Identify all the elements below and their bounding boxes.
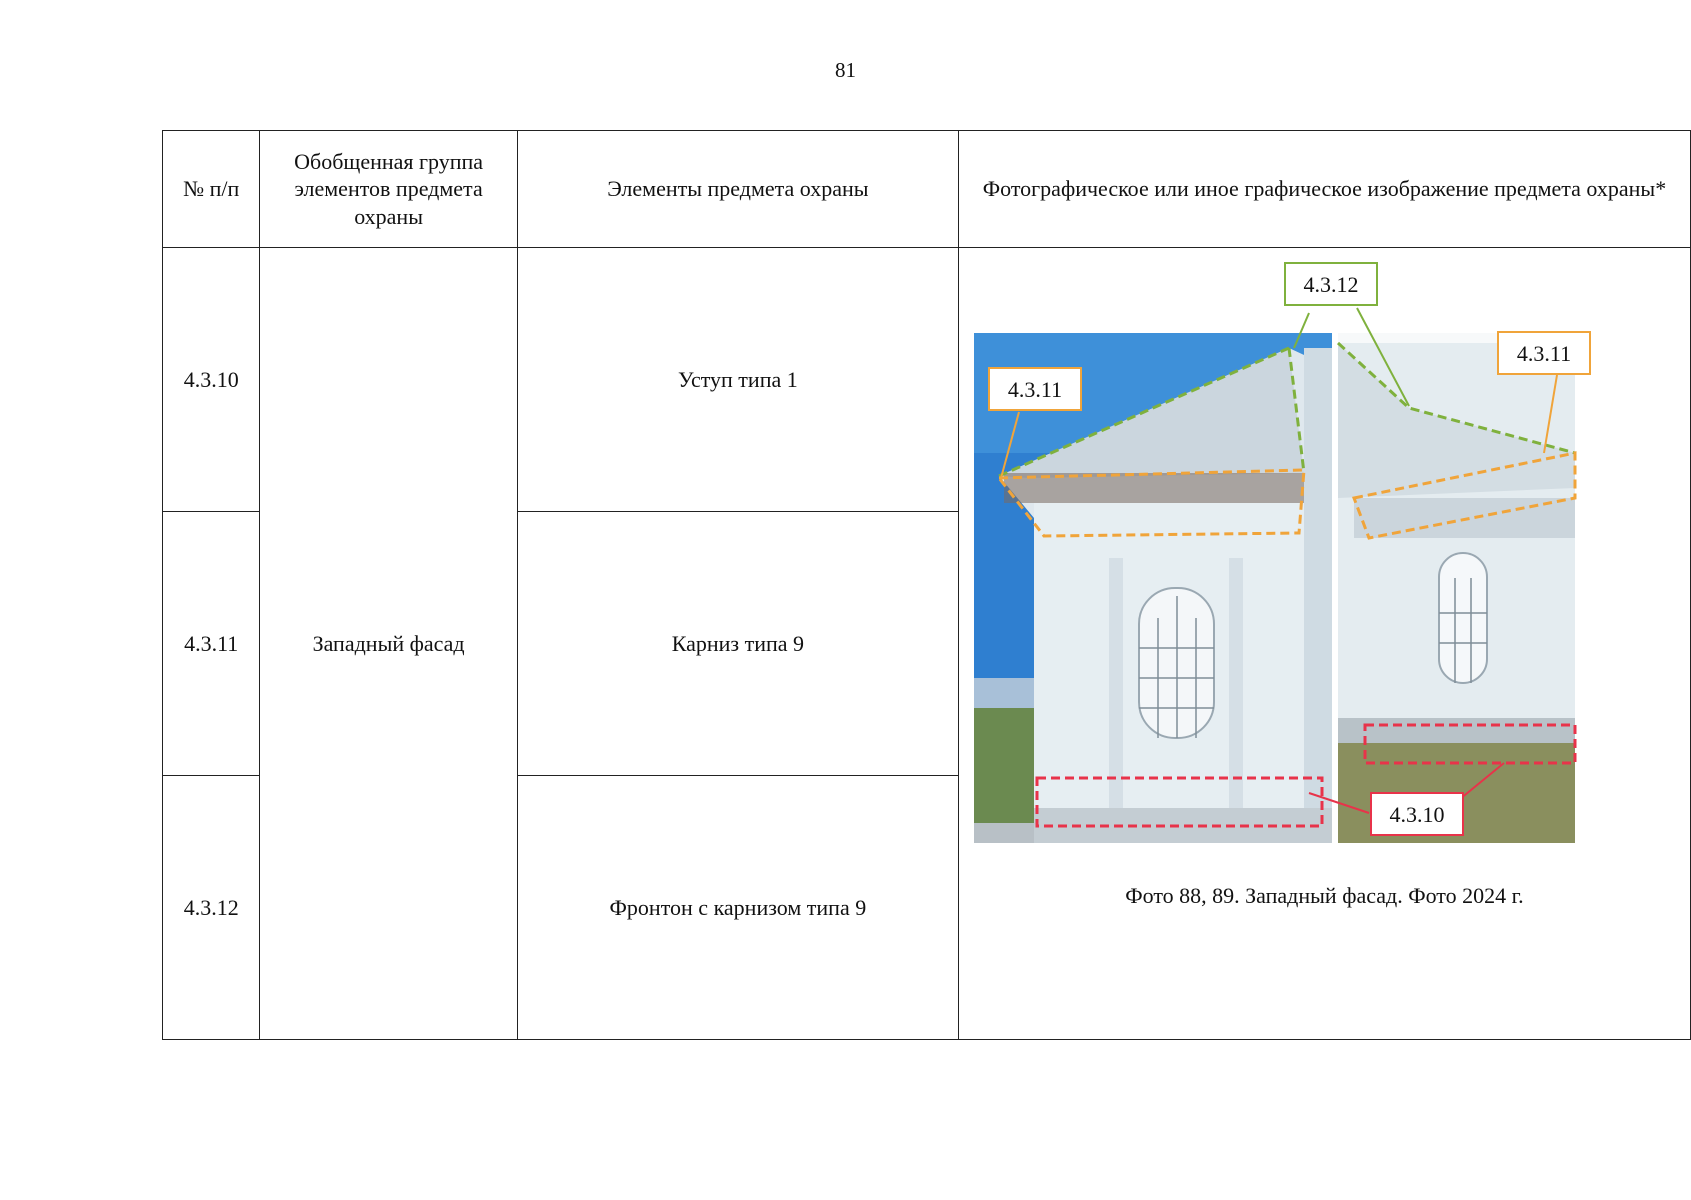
photo-89 [1338, 333, 1575, 843]
table-header-row [163, 131, 1691, 248]
group-cell: Западный фасад [260, 248, 517, 1040]
table-row [163, 248, 1691, 512]
label-4-3-11-left [989, 368, 1081, 410]
header-elements: Элементы предмета охраны [517, 131, 958, 248]
header-image: Фотографическое или иное графическое изображение предмета охраны* [958, 131, 1690, 248]
row-element: Фронтон с карнизом типа 9 [517, 776, 958, 1040]
header-num: № п/п [163, 131, 260, 248]
label-4-3-12 [1285, 263, 1377, 305]
label-4-3-10 [1371, 793, 1463, 835]
row-num: 4.3.12 [163, 776, 260, 1040]
svg-text:4.3.11: 4.3.11 [1516, 341, 1572, 366]
svg-text:4.3.11: 4.3.11 [1007, 377, 1063, 402]
row-element: Уступ типа 1 [517, 248, 958, 512]
row-num: 4.3.11 [163, 512, 260, 776]
row-num: 4.3.10 [163, 248, 260, 512]
label-4-3-11-right [1498, 332, 1590, 374]
page-number: 81 [835, 58, 856, 82]
svg-text:4.3.10: 4.3.10 [1389, 802, 1445, 827]
protection-elements-table [162, 130, 1691, 1040]
row-element: Карниз типа 9 [517, 512, 958, 776]
photo-cell [958, 248, 1690, 1040]
svg-text:4.3.12: 4.3.12 [1303, 272, 1359, 297]
photo-caption: Фото 88, 89. Западный фасад. Фото 2024 г. [1125, 883, 1524, 908]
header-group: Обобщенная группа элементов предмета охраны [260, 131, 517, 248]
facade-photos [959, 248, 1690, 1039]
